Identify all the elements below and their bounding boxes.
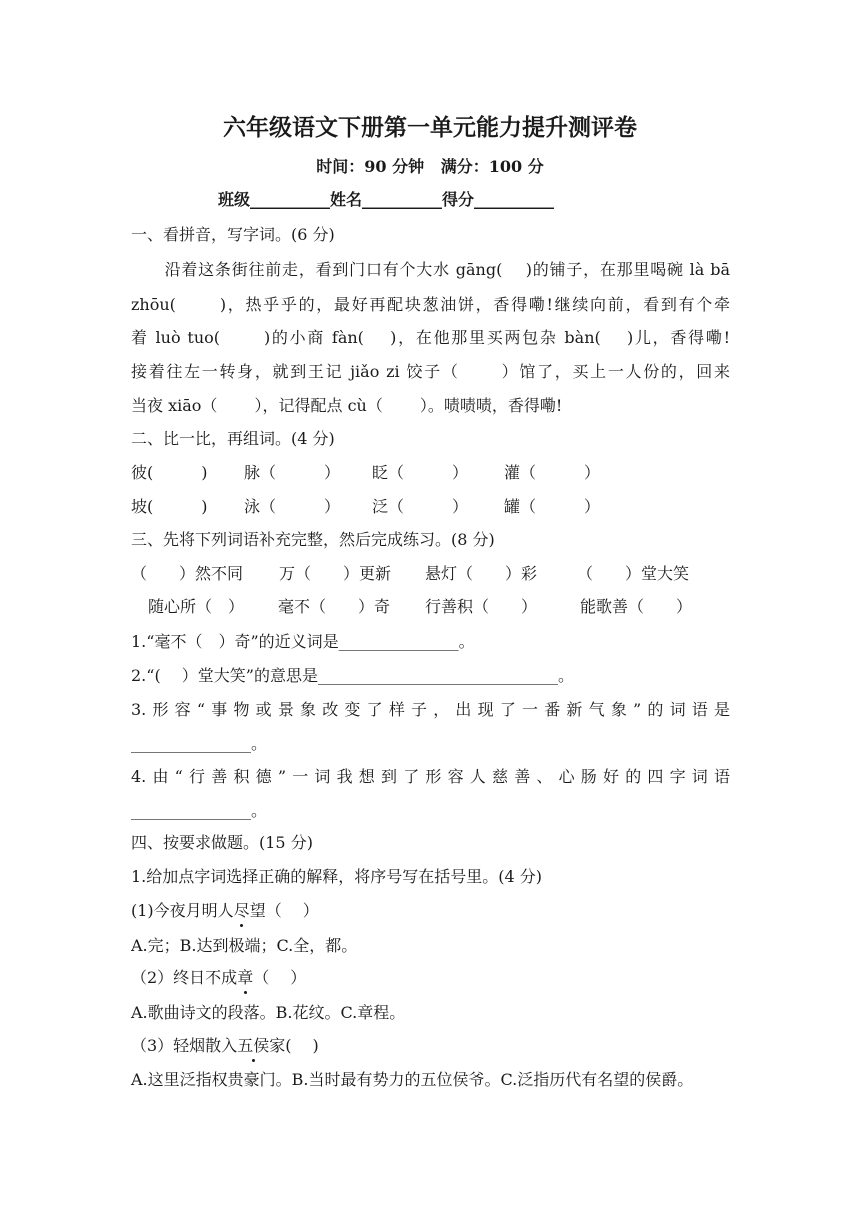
idiom-4: （ ）堂大笑 (577, 564, 690, 583)
section4-item-3-options: A.这里泛指权贵豪门。B.当时最有势力的五位侯爷。C.泛指历代有名望的侯爵。 (131, 1070, 694, 1089)
item-3-before: （3）轻烟散入 (131, 1036, 238, 1055)
item-1-after: 望（ ） (249, 901, 319, 920)
section4-item-3 (131, 1036, 319, 1056)
compare-word-6: 泳（ ） (244, 497, 341, 516)
item-3-after: 家( ) (269, 1036, 319, 1055)
compare-word-4: 灌（ ） (504, 463, 601, 482)
item-2-dotted-word: 章 (237, 968, 254, 987)
section3-question-4-blank: _______________。 (131, 801, 268, 820)
compare-word-5: 坡( ) (131, 497, 208, 516)
section4-item-2-options: A.歌曲诗文的段落。B.花纹。C.章程。 (131, 1003, 406, 1022)
compare-word-1: 彼( ) (131, 463, 208, 482)
section4-question-1-heading: 1.给加点字词选择正确的解释，将序号写在括号里。(4 分) (131, 867, 543, 886)
section3-question-3: 3.形容“事物或景象改变了样子，出现了一番新气象”的词语是 (131, 700, 730, 719)
section4-item-2 (131, 968, 306, 988)
item-1-before: (1)今夜月明人 (131, 901, 234, 920)
section3-question-1: 1.“毫不（ ）奇”的近义词是_______________。 (131, 632, 475, 651)
compare-word-7: 泛（ ） (372, 497, 469, 516)
idiom-5: 随心所（ ） (148, 597, 245, 616)
section1-heading: 一、看拼音，写字词。(6 分) (131, 225, 335, 244)
section3-question-3-blank: _______________。 (131, 734, 268, 753)
exam-meta: 时间：90 分钟 满分：100 分 (316, 157, 544, 176)
section1-line-1: 沿着这条街往前走，看到门口有个大水 gāng( )的铺子，在那里喝碗 là bā (131, 260, 730, 279)
compare-word-3: 眨（ ） (372, 463, 469, 482)
item-3-dotted-word: 五侯 (237, 1036, 270, 1055)
section1-line-4: 接着往左一转身，就到王记 jiǎo zi 饺子（ ）馆了，买上一人份的，回来 (131, 362, 730, 381)
section1-line-5: 当夜 xiāo（ ），记得配点 cù（ ）。啧啧啧，香得嘞! (131, 396, 563, 415)
section3-heading: 三、先将下列词语补充完整，然后完成练习。(8 分) (131, 530, 495, 549)
exam-title: 六年级语文下册第一单元能力提升测评卷 (223, 114, 637, 141)
item-2-after: （ ） (253, 968, 307, 987)
item-1-dotted-word: 尽 (233, 901, 250, 920)
compare-word-2: 脉（ ） (244, 463, 341, 482)
idiom-2: 万（ ）更新 (279, 564, 392, 583)
section1-line-3: 着 luò tuo( )的小商 fàn( )，在他那里买两包杂 bàn( )儿，香得嘞! (131, 328, 730, 347)
idiom-7: 行善积（ ） (425, 597, 538, 616)
idiom-6: 毫不（ ）奇 (278, 597, 391, 616)
section3-question-2: 2.“( ）堂大笑”的意思是______________________________。 (131, 666, 574, 685)
section2-heading: 二、比一比，再组词。(4 分) (131, 429, 335, 448)
idiom-1: （ ）然不同 (131, 564, 244, 583)
item-2-before: （2）终日不成 (131, 968, 238, 987)
section4-item-1-options: A.完；B.达到极端；C.全，都。 (131, 936, 358, 955)
idiom-8: 能歌善（ ） (580, 597, 693, 616)
section3-question-4: 4.由“行善积德”一词我想到了形容人慈善、心肠好的四字词语 (131, 767, 730, 786)
section4-heading: 四、按要求做题。(15 分) (131, 833, 313, 852)
section4-item-1 (131, 901, 319, 921)
section1-line-2: zhōu( )，热乎乎的，最好再配块葱油饼，香得嘞!继续向前，看到有个牵 (131, 295, 730, 314)
compare-word-8: 罐（ ） (504, 497, 601, 516)
class-name-score-line: 班级__________姓名__________得分__________ (218, 190, 555, 209)
idiom-3: 悬灯（ ）彩 (425, 564, 538, 583)
